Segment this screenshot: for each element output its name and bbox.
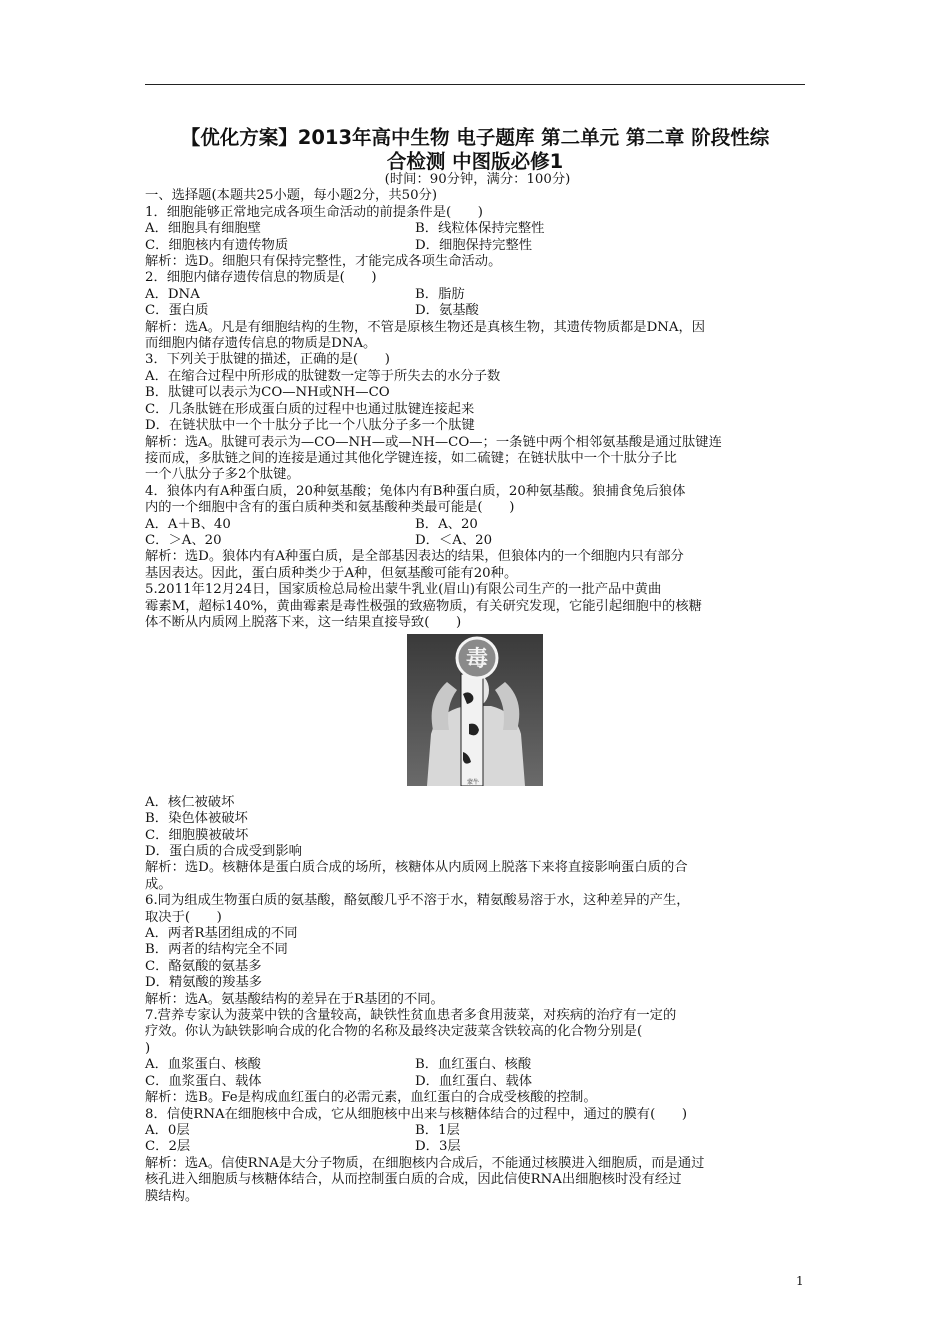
q6-option-b: B．两者的结构完全不同 [145,942,288,958]
q8-option-a: A．0层 [145,1122,190,1138]
q7-option-b: B．血红蛋白、核酸 [415,1057,532,1073]
q3-option-c: C．几条肽链在形成蛋白质的过程中也通过肽键连接起来 [145,401,475,417]
q1-answer: 解析：选D。细胞只有保持完整性，才能完成各项生命活动。 [145,254,502,270]
q4-answer-line-2: 基因表达。因此，蛋白质种类少于A种，但氨基酸可能有20种。 [145,565,518,581]
q2-option-b: B．脂肪 [415,286,465,302]
q3-option-b: B．肽键可以表示为CO—NH或NH—CO [145,385,390,401]
title-line-1: 【优化方案】2013年高中生物 电子题库 第二单元 第二章 阶段性综 [180,126,770,149]
q6-stem-line-2: 取决于( ) [145,909,222,925]
q5-option-c: C．细胞膜被破坏 [145,827,249,843]
q5-answer-line-2: 成。 [145,876,172,892]
q4-stem-line-1: 4．狼体内有A种蛋白质，20种氨基酸；兔体内有B种蛋白质，20种氨基酸。狼捕食兔后狼体 [145,483,686,499]
q4-stem-line-2: 内的一个细胞中含有的蛋白质种类和氨基酸种类最可能是( ) [145,500,515,516]
q2-options-cd [145,303,810,319]
q7-stem-line-2: 疗效。你认为缺铁影响合成的化合物的名称及最终决定菠菜含铁较高的化合物分别是( [145,1024,643,1040]
q2-answer-line-1: 解析：选A。凡是有细胞结构的生物，不管是原核生物还是真核生物，其遗传物质都是DNA，因 [145,319,706,335]
q8-answer-line-2: 核孔进入细胞质与核糖体结合，从而控制蛋白质的合成，因此信使RNA出细胞核时没有经过 [145,1172,682,1188]
title-line-2: 合检测 中图版必修1 [386,150,564,173]
q6-option-a: A．两者R基团组成的不同 [145,926,298,942]
q1-option-c: C．细胞核内有遗传物质 [145,237,289,253]
q2-option-a: A．DNA [145,286,200,302]
q5-stem-line-1: 5.2011年12月24日，国家质检总局检出蒙牛乳业(眉山)有限公司生产的一批产品中黄曲 [145,582,662,598]
q2-options-ab [145,287,810,303]
q5-answer-line-1: 解析：选D。核糖体是蛋白质合成的场所，核糖体从内质网上脱落下来将直接影响蛋白质的合 [145,860,688,876]
q1-option-b: B．线粒体保持完整性 [415,221,545,237]
q4-option-a: A．A＋B、40 [145,516,231,532]
q4-option-d: D．＜A、20 [415,532,493,548]
q5-photo-stamp-glyph: 毒 [465,647,489,673]
q4-options-cd [145,533,810,549]
q7-answer: 解析：选B。Fe是构成血红蛋白的必需元素，血红蛋白的合成受核酸的控制。 [145,1090,597,1106]
q8-option-b: B．1层 [415,1122,460,1138]
q8-option-c: C．2层 [145,1139,191,1155]
q5-option-a: A．核仁被破坏 [145,794,235,810]
q4-answer-line-1: 解析：选D。狼体内有A种蛋白质，是全部基因表达的结果，但狼体内的一个细胞内只有部分 [145,549,684,565]
q8-options-ab [145,1123,810,1139]
q3-answer-line-1: 解析：选A。肽键可表示为—CO—NH—或—NH—CO—；一条链中两个相邻氨基酸是通过肽键连 [145,434,722,450]
q1-option-a: A．细胞具有细胞壁 [145,221,261,237]
q1-option-d: D．细胞保持完整性 [415,237,533,253]
q7-option-a: A．血浆蛋白、核酸 [145,1057,261,1073]
time-score: (时间：90分钟，满分：100分) [384,172,571,187]
q3-option-d: D．在链状肽中一个十肽分子比一个八肽分子多一个肽键 [145,418,475,434]
q6-stem-line-1: 6.同为组成生物蛋白质的氨基酸，酪氨酸几乎不溶于水，精氨酸易溶于水，这种差异的产生， [145,893,690,909]
q3-stem: 3．下列关于肽键的描述，正确的是( ) [145,352,390,368]
q7-option-d: D．血红蛋白、载体 [415,1073,533,1089]
q8-answer-line-3: 膜结构。 [145,1188,199,1204]
q1-options-ab [145,221,810,237]
q2-stem: 2．细胞内储存遗传信息的物质是( ) [145,270,377,286]
section-heading: 一、选择题(本题共25小题，每小题2分，共50分) [145,188,438,204]
q6-option-c: C．酪氨酸的氨基多 [145,958,262,974]
q4-options-ab [145,517,810,533]
q1-stem: 1．细胞能够正常地完成各项生命活动的前提条件是( ) [145,204,483,220]
q5-stem-line-2: 霉素M，超标140%，黄曲霉素是毒性极强的致癌物质，有关研究发现，它能引起细胞中的核糖 [145,598,702,614]
q1-options-cd [145,238,810,254]
q8-options-cd [145,1139,810,1155]
q2-option-d: D．氨基酸 [415,303,479,319]
q4-option-c: C．＞A、20 [145,532,222,548]
q3-option-a: A．在缩合过程中所形成的肽键数一定等于所失去的水分子数 [145,368,501,384]
q2-answer-line-2: 而细胞内储存遗传信息的物质是DNA。 [145,336,377,352]
q2-option-c: C．蛋白质 [145,303,209,319]
document-body [145,172,810,1205]
document-title [145,126,805,174]
q5-stem-line-3: 体不断从内质网上脱落下来，这一结果直接导致( ) [145,614,462,630]
q5-photo-brand: 蒙牛 [466,779,480,787]
q7-option-c: C．血浆蛋白、载体 [145,1073,262,1089]
q8-option-d: D．3层 [415,1139,461,1155]
q8-stem: 8．信使RNA在细胞核中合成，它从细胞核中出来与核糖体结合的过程中，通过的膜有( ) [145,1106,688,1122]
q7-stem-line-3: ) [145,1040,151,1056]
q8-answer-line-1: 解析：选A。信使RNA是大分子物质，在细胞核内合成后，不能通过核膜进入细胞质，而是通过 [145,1155,705,1171]
q3-answer-line-2: 接而成，多肽链之间的连接是通过其他化学键连接，如二硫键；在链状肽中一个十肽分子比 [145,450,677,466]
q7-options-cd [145,1074,810,1090]
q6-option-d: D．精氨酸的羧基多 [145,975,263,991]
q5-option-d: D．蛋白质的合成受到影响 [145,844,302,859]
q7-options-ab [145,1057,810,1073]
page-number: 1 [796,1274,804,1288]
q4-option-b: B．A、20 [415,516,478,532]
q3-answer-line-3: 一个八肽分子多2个肽键。 [145,467,300,483]
q7-stem-line-1: 7.营养专家认为菠菜中铁的含量较高，缺铁性贫血患者多食用菠菜，对疾病的治疗有一定的 [145,1008,677,1024]
header-rule [145,84,805,85]
q5-news-photo [407,634,543,786]
q5-option-b: B．染色体被破坏 [145,811,248,827]
q6-answer: 解析：选A。氨基酸结构的差异在于R基团的不同。 [145,991,444,1007]
